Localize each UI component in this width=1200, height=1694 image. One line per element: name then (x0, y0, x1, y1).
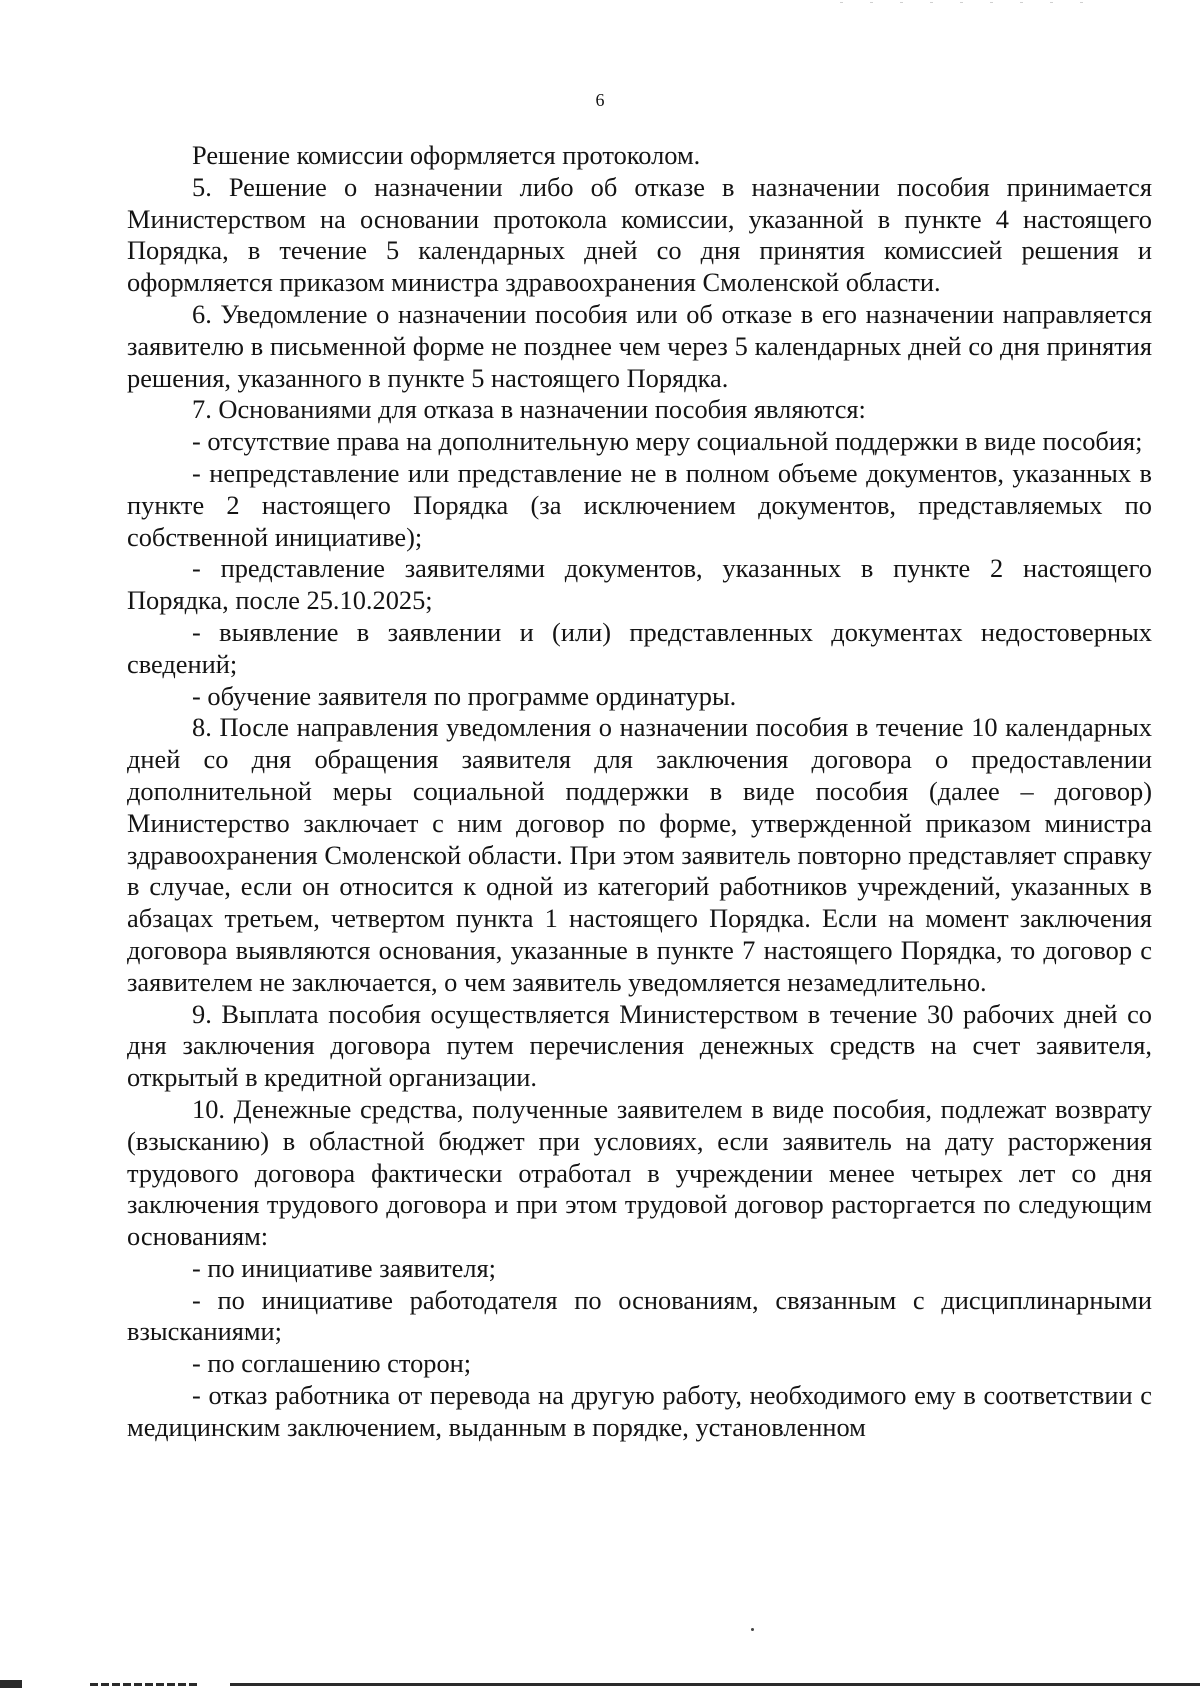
scan-dot (751, 1628, 754, 1631)
paragraph: 10. Денежные средства, полученные заявителем в виде пособия, подлежат возврату (взысканию) в областной бюджет при условиях, если заявитель на дату расторжения трудового договора фактически отработал в учреждении менее четырех лет со дня заключения трудового договора и при этом трудовой договор расторгается по следующим основаниям: (127, 1093, 1152, 1252)
list-item: - непредставление или представление не в полном объеме документов, указанных в пункте 2 настоящего Порядка (за исключением документов, представляемых по собственной инициативе); (127, 457, 1152, 552)
scan-edge-mark (0, 1680, 22, 1688)
scan-speck (840, 2, 1090, 3)
page-number: 6 (595, 90, 605, 110)
list-item: - по инициативе работодателя по основаниям, связанным с дисциплинарными взысканиями; (127, 1284, 1152, 1347)
paragraph: 6. Уведомление о назначении пособия или об отказе в его назначении направляется заявителю в письменной форме не позднее чем через 5 календарных дней со дня принятия решения, указанного в пункте 5 настоящего Порядка. (127, 298, 1152, 393)
scan-edge-dashes (90, 1683, 200, 1686)
paragraph: Решение комиссии оформляется протоколом. (192, 140, 701, 170)
scan-edge-line (230, 1683, 1200, 1686)
document-body (127, 140, 1152, 1444)
list-item: - отсутствие права на дополнительную меру социальной поддержки в виде пособия; (192, 426, 1143, 457)
list-item: - представление заявителями документов, указанных в пункте 2 настоящего Порядка, после 25.10.2025; (127, 553, 1152, 616)
list-item: - обучение заявителя по программе ординатуры. (192, 680, 737, 711)
list-item: - по инициативе заявителя; (192, 1252, 496, 1283)
list-item: - выявление в заявлении и (или) представленных документах недостоверных сведений; (127, 616, 1152, 679)
paragraph: 7. Основаниями для отказа в назначении пособия являются: (192, 394, 866, 425)
list-item: - по соглашению сторон; (192, 1348, 472, 1379)
paragraph: 9. Выплата пособия осуществляется Министерством в течение 30 рабочих дней со дня заключения договора путем перечисления денежных средств на счет заявителя, открытый в кредитной организации. (127, 998, 1152, 1093)
list-item: - отказ работника от перевода на другую работу, необходимого ему в соответствии с медицинским заключением, выданным в порядке, установленном (127, 1380, 1152, 1442)
paragraph: 5. Решение о назначении либо об отказе в назначении пособия принимается Министерством на основании протокола комиссии, указанной в пункте 4 настоящего Порядка, в течение 5 календарных дней со дня принятия комиссией решения и оформляется приказом министра здравоохранения Смоленской области. (127, 171, 1152, 298)
paragraph: 8. После направления уведомления о назначении пособия в течение 10 календарных дней со дня обращения заявителя для заключения договора о предоставлении дополнительной меры социальной поддержки в виде пособия (далее – договор) Министерство заключает с ним договор по форме, утвержденной приказом министра здравоохранения Смоленской области. При этом заявитель повторно представляет справку в случае, если он относится к одной из категорий работников учреждений, указанных в абзацах третьем, четвертом пункта 1 настоящего Порядка. Если на момент заключения договора выявляются основания, указанные в пункте 7 настоящего Порядка, то договор с заявителем не заключается, о чем заявитель уведомляется незамедлительно. (127, 712, 1152, 997)
